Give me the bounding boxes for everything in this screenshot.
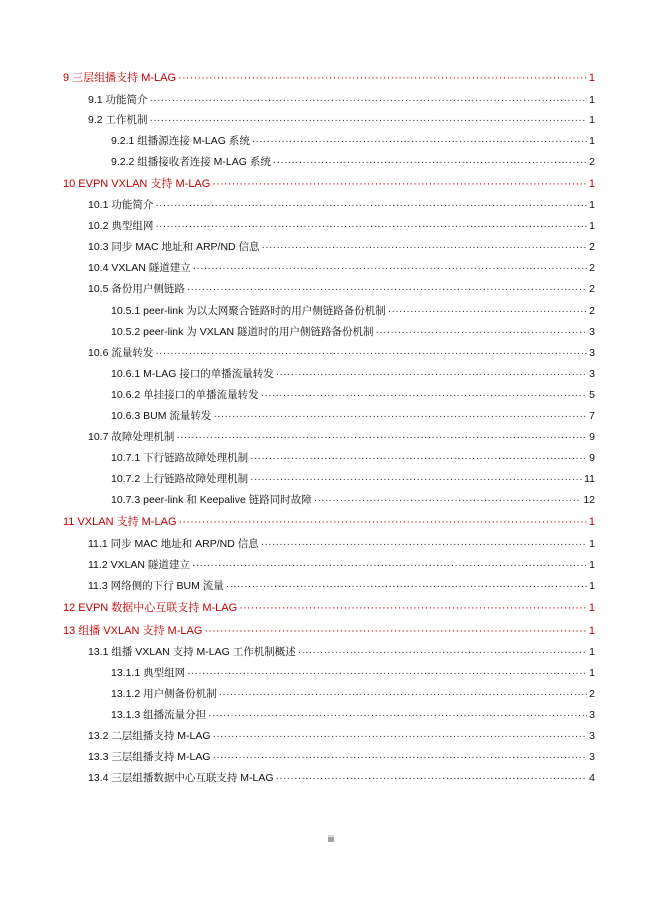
- toc-label: 9.2.1 组播源连接 M-LAG 系统: [111, 135, 250, 147]
- toc-page: 1: [589, 199, 595, 211]
- toc-entry[interactable]: [88, 430, 595, 444]
- toc-entry[interactable]: [88, 282, 595, 296]
- toc-entry[interactable]: [111, 687, 595, 701]
- toc-label: 13 组播 VXLAN 支持 M-LAG: [63, 625, 203, 637]
- toc-entry[interactable]: [88, 558, 595, 572]
- leader-dots: [388, 304, 587, 318]
- toc-label: 9 三层组播支持 M-LAG: [63, 72, 177, 84]
- toc-label: 10.7.3 peer-link 和 Keepalive 链路同时故障: [111, 494, 312, 506]
- toc-label: 12 EVPN 数据中心互联支持 M-LAG: [63, 602, 238, 614]
- toc-entry[interactable]: [63, 71, 595, 85]
- toc-label: 10.7.1 下行链路故障处理机制: [111, 452, 249, 464]
- toc-page: 1: [589, 646, 595, 658]
- leader-dots: [155, 219, 587, 233]
- toc-entry[interactable]: [111, 304, 595, 318]
- leader-dots: [226, 579, 587, 593]
- leader-dots: [239, 601, 587, 615]
- toc-label: 10.6.2 单挂接口的单播流量转发: [111, 389, 259, 401]
- toc-entry[interactable]: [88, 729, 595, 743]
- toc-page: 1: [588, 72, 595, 84]
- toc-entry[interactable]: [111, 388, 595, 402]
- leader-dots: [150, 113, 588, 127]
- leader-dots: [298, 645, 587, 659]
- toc-entry[interactable]: [88, 261, 595, 275]
- toc-page: 3: [589, 730, 595, 742]
- leader-dots: [212, 177, 587, 191]
- toc-page: 12: [583, 494, 595, 506]
- toc-entry[interactable]: [111, 493, 595, 507]
- toc-entry[interactable]: [111, 155, 595, 169]
- leader-dots: [273, 155, 587, 169]
- page-number: iii: [328, 834, 334, 844]
- toc-label: 10.5.2 peer-link 为 VXLAN 隧道时的用户侧链路备份机制: [111, 326, 374, 338]
- toc-page: 1: [589, 135, 595, 147]
- toc-page: 2: [589, 156, 595, 168]
- toc-page: 1: [589, 114, 595, 126]
- leader-dots: [208, 708, 587, 722]
- toc-page: 3: [589, 751, 595, 763]
- toc-label: 10.3 同步 MAC 地址和 ARP/ND 信息: [88, 241, 260, 253]
- toc-label: 11.2 VXLAN 隧道建立: [88, 559, 190, 571]
- toc-page: 1: [589, 580, 595, 592]
- toc-entry[interactable]: [88, 645, 595, 659]
- toc-page: 3: [589, 368, 595, 380]
- leader-dots: [187, 282, 587, 296]
- toc-page: 5: [589, 389, 595, 401]
- leader-dots: [150, 93, 588, 107]
- toc-page: 2: [589, 262, 595, 274]
- leader-dots: [250, 472, 582, 486]
- toc-page: 1: [589, 667, 595, 679]
- toc-entry[interactable]: [88, 113, 595, 127]
- toc-page: 9: [589, 452, 595, 464]
- toc-label: 9.2.2 组播接收者连接 M-LAG 系统: [111, 156, 271, 168]
- toc-entry[interactable]: [88, 219, 595, 233]
- toc-label: 13.1.2 用户侧备份机制: [111, 688, 217, 700]
- toc-page: 11: [584, 473, 595, 485]
- toc-entry[interactable]: [63, 601, 595, 615]
- leader-dots: [213, 409, 587, 423]
- toc-entry[interactable]: [88, 750, 595, 764]
- toc-label: 11 VXLAN 支持 M-LAG: [63, 516, 177, 528]
- leader-dots: [262, 240, 588, 254]
- toc-entry[interactable]: [88, 771, 595, 785]
- toc-label: 10.5.1 peer-link 为以太网聚合链路时的用户侧链路备份机制: [111, 305, 386, 317]
- leader-dots: [213, 729, 588, 743]
- toc-page: 1: [589, 94, 595, 106]
- toc-label: 9.2 工作机制: [88, 114, 148, 126]
- leader-dots: [193, 261, 587, 275]
- toc-entry[interactable]: [111, 134, 595, 148]
- toc-entry[interactable]: [88, 198, 595, 212]
- toc-label: 11.1 同步 MAC 地址和 ARP/ND 信息: [88, 538, 259, 550]
- toc-entry[interactable]: [111, 666, 595, 680]
- leader-dots: [213, 750, 588, 764]
- toc-label: 10.6 流量转发: [88, 347, 154, 359]
- toc-label: 13.4 三层组播数据中心互联支持 M-LAG: [88, 772, 274, 784]
- leader-dots: [155, 198, 587, 212]
- leader-dots: [261, 388, 588, 402]
- toc-label: 10.2 典型组网: [88, 220, 154, 232]
- leader-dots: [179, 515, 587, 529]
- toc-entry[interactable]: [88, 537, 595, 551]
- toc-entry[interactable]: [88, 346, 595, 360]
- toc-label: 10.1 功能简介: [88, 199, 154, 211]
- toc-page: 1: [589, 559, 595, 571]
- toc-label: 13.1.1 典型组网: [111, 667, 186, 679]
- toc-entry[interactable]: [88, 93, 595, 107]
- toc-label: 13.2 二层组播支持 M-LAG: [88, 730, 211, 742]
- leader-dots: [155, 346, 587, 360]
- leader-dots: [314, 493, 582, 507]
- toc-label: 13.1 组播 VXLAN 支持 M-LAG 工作机制概述: [88, 646, 296, 658]
- toc-page: 1: [588, 516, 595, 528]
- leader-dots: [261, 537, 587, 551]
- toc-label: 10.7 故障处理机制: [88, 431, 175, 443]
- toc-page: 3: [589, 709, 595, 721]
- toc-page: 4: [589, 772, 595, 784]
- leader-dots: [192, 558, 587, 572]
- toc-label: 13.3 三层组播支持 M-LAG: [88, 751, 211, 763]
- toc-page: 3: [589, 326, 595, 338]
- leader-dots: [204, 624, 587, 638]
- leader-dots: [250, 451, 587, 465]
- leader-dots: [252, 134, 587, 148]
- toc-page: 1: [588, 602, 595, 614]
- toc-label: 10.4 VXLAN 隧道建立: [88, 262, 191, 274]
- leader-dots: [276, 771, 588, 785]
- toc-page: 2: [589, 283, 595, 295]
- toc-entry[interactable]: [111, 409, 595, 423]
- toc-entry[interactable]: [63, 515, 595, 529]
- toc-entry[interactable]: [111, 325, 595, 339]
- toc-page: 2: [589, 688, 595, 700]
- toc-entry[interactable]: [111, 451, 595, 465]
- toc-entry[interactable]: [88, 240, 595, 254]
- leader-dots: [176, 430, 587, 444]
- leader-dots: [276, 367, 587, 381]
- toc-label: 10.6.3 BUM 流量转发: [111, 410, 212, 422]
- toc-page: 3: [589, 347, 595, 359]
- toc-entry[interactable]: [63, 624, 595, 638]
- leader-dots: [219, 687, 588, 701]
- toc-label: 10.7.2 上行链路故障处理机制: [111, 473, 249, 485]
- leader-dots: [178, 71, 587, 85]
- toc-label: 10 EVPN VXLAN 支持 M-LAG: [63, 178, 211, 190]
- toc-page: 7: [589, 410, 595, 422]
- toc-page: 1: [588, 178, 595, 190]
- toc-label: 11.3 网络侧的下行 BUM 流量: [88, 580, 224, 592]
- toc-entry[interactable]: [88, 579, 595, 593]
- toc-label: 13.1.3 组播流量分担: [111, 709, 207, 721]
- toc-page: 2: [589, 305, 595, 317]
- toc-page: 2: [589, 241, 595, 253]
- toc-page: 1: [588, 625, 595, 637]
- toc-entry[interactable]: [111, 367, 595, 381]
- toc-page: 9: [589, 431, 595, 443]
- toc-page: 1: [589, 220, 595, 232]
- leader-dots: [376, 325, 588, 339]
- toc-entry[interactable]: [63, 177, 595, 191]
- toc-label: 10.6.1 M-LAG 接口的单播流量转发: [111, 368, 274, 380]
- toc-label: 9.1 功能简介: [88, 94, 148, 106]
- leader-dots: [187, 666, 587, 680]
- toc-page: 1: [589, 538, 595, 550]
- toc-label: 10.5 备份用户侧链路: [88, 283, 185, 295]
- toc-entry[interactable]: [111, 708, 595, 722]
- toc-entry[interactable]: [111, 472, 595, 486]
